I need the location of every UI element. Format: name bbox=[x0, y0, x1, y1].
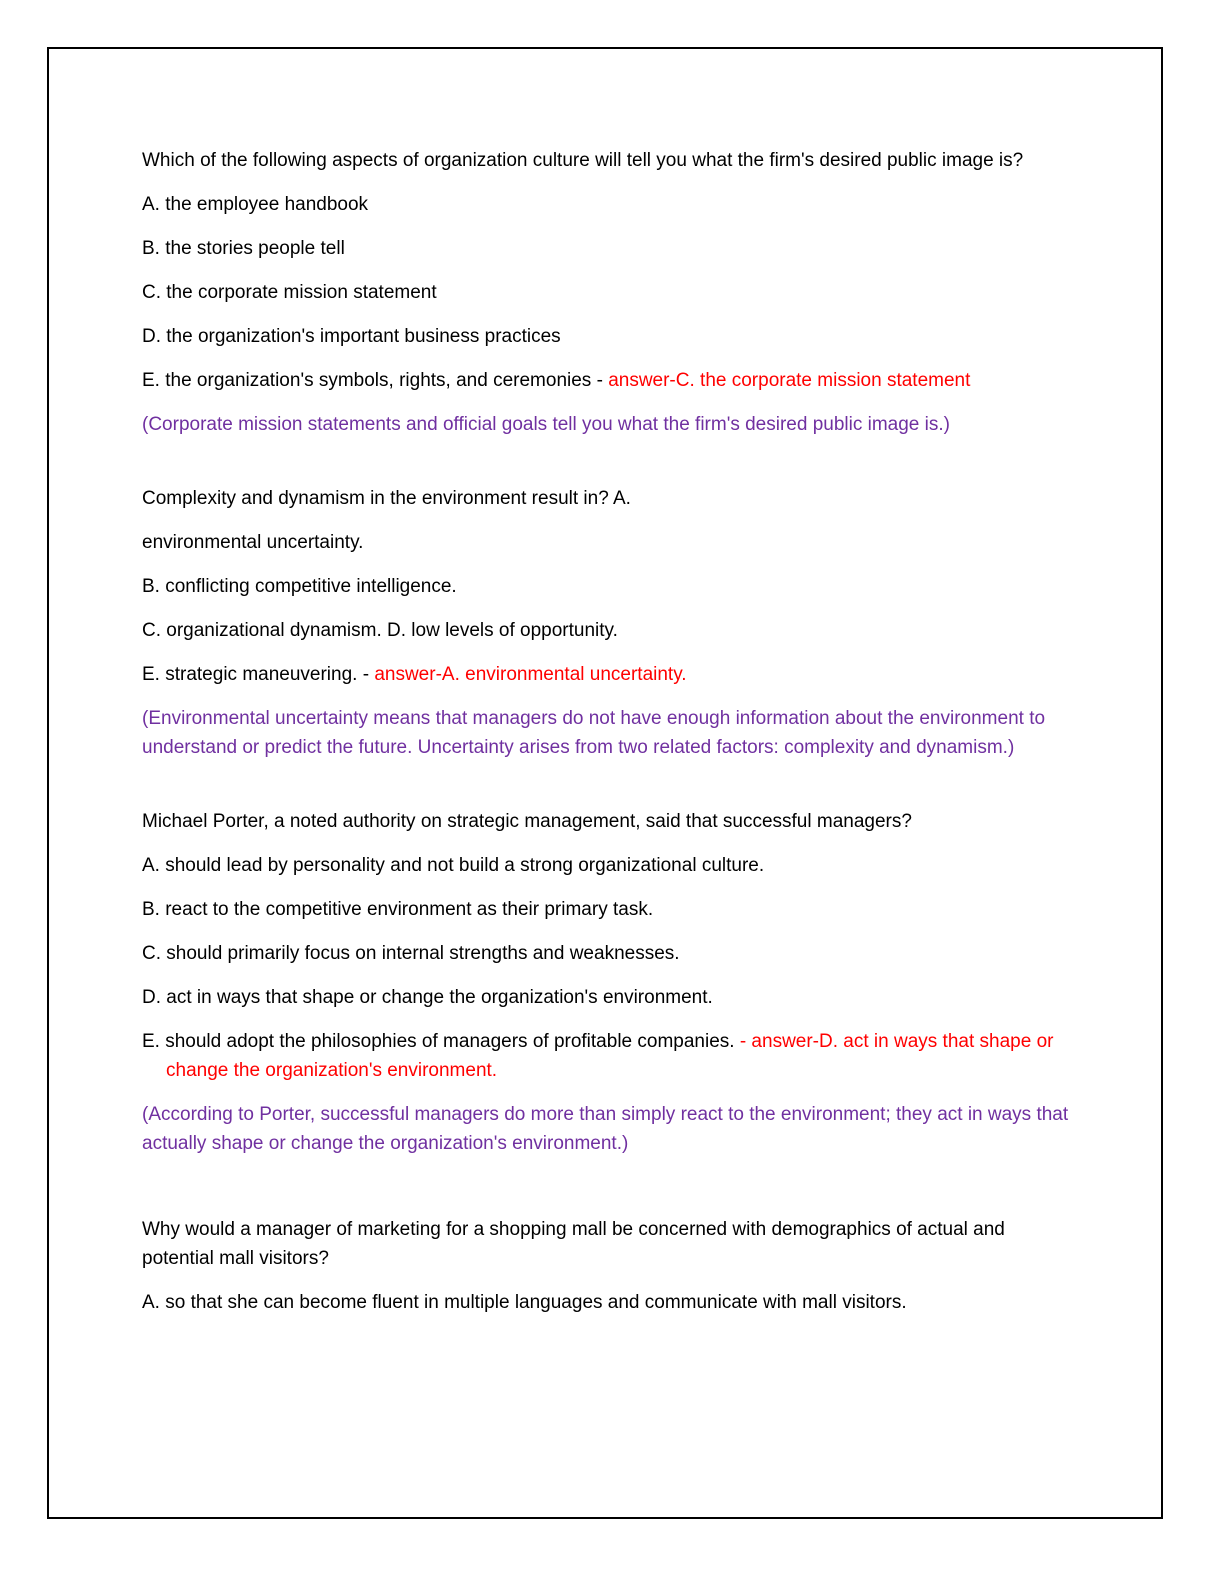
question-prompt: Which of the following aspects of organization culture will tell you what the firm's desired public image is? bbox=[142, 150, 1024, 171]
question-block bbox=[142, 484, 1072, 762]
option-item: A. the employee handbook bbox=[142, 194, 369, 215]
option-item: D. act in ways that shape or change the organization's environment. bbox=[142, 987, 713, 1008]
document-content bbox=[142, 146, 1072, 1332]
option-item: B. conflicting competitive intelligence. bbox=[142, 576, 457, 597]
question-block bbox=[142, 146, 1072, 439]
question-prompt: Complexity and dynamism in the environment result in? A. bbox=[142, 488, 631, 509]
option-text: E. the organization's symbols, rights, and ceremonies - bbox=[142, 370, 609, 391]
option-item: B. the stories people tell bbox=[142, 238, 345, 259]
answer-text: - answer-D. act in ways that shape or change the organization's environment. bbox=[166, 1031, 1054, 1081]
question-block bbox=[142, 1215, 1072, 1317]
option-item: C. organizational dynamism. D. low levels of opportunity. bbox=[142, 620, 618, 641]
option-text: E. strategic maneuvering. - bbox=[142, 664, 375, 685]
option-item: D. the organization's important business practices bbox=[142, 326, 561, 347]
explanation-text: (Environmental uncertainty means that managers do not have enough information about the environment to understand or predict the future. Uncertainty arises from two related factors: complexity and dynamism.) bbox=[142, 708, 1046, 758]
option-text: E. should adopt the philosophies of managers of profitable companies. bbox=[142, 1031, 740, 1052]
option-item: A. should lead by personality and not build a strong organizational culture. bbox=[142, 855, 765, 876]
option-item: B. react to the competitive environment as their primary task. bbox=[142, 899, 654, 920]
answer-text: answer-C. the corporate mission statement bbox=[608, 370, 971, 391]
option-item-with-answer bbox=[142, 660, 1072, 689]
explanation-text: (Corporate mission statements and official goals tell you what the firm's desired public image is.) bbox=[142, 414, 950, 435]
option-item: C. the corporate mission statement bbox=[142, 282, 437, 303]
option-item-with-answer bbox=[142, 1027, 1072, 1085]
explanation-text: (According to Porter, successful managers do more than simply react to the environment; they act in ways that actually shape or change the organization's environment.) bbox=[142, 1104, 1069, 1154]
question-block bbox=[142, 807, 1072, 1158]
answer-text: answer-A. environmental uncertainty. bbox=[374, 664, 687, 685]
option-item: environmental uncertainty. bbox=[142, 532, 364, 553]
option-item-with-answer bbox=[142, 366, 1072, 395]
option-item: C. should primarily focus on internal strengths and weaknesses. bbox=[142, 943, 680, 964]
question-prompt: Why would a manager of marketing for a shopping mall be concerned with demographics of actual and potential mall visitors? bbox=[142, 1219, 1005, 1269]
question-prompt: Michael Porter, a noted authority on strategic management, said that successful managers? bbox=[142, 811, 912, 832]
option-item: A. so that she can become fluent in multiple languages and communicate with mall visitors. bbox=[142, 1292, 907, 1313]
